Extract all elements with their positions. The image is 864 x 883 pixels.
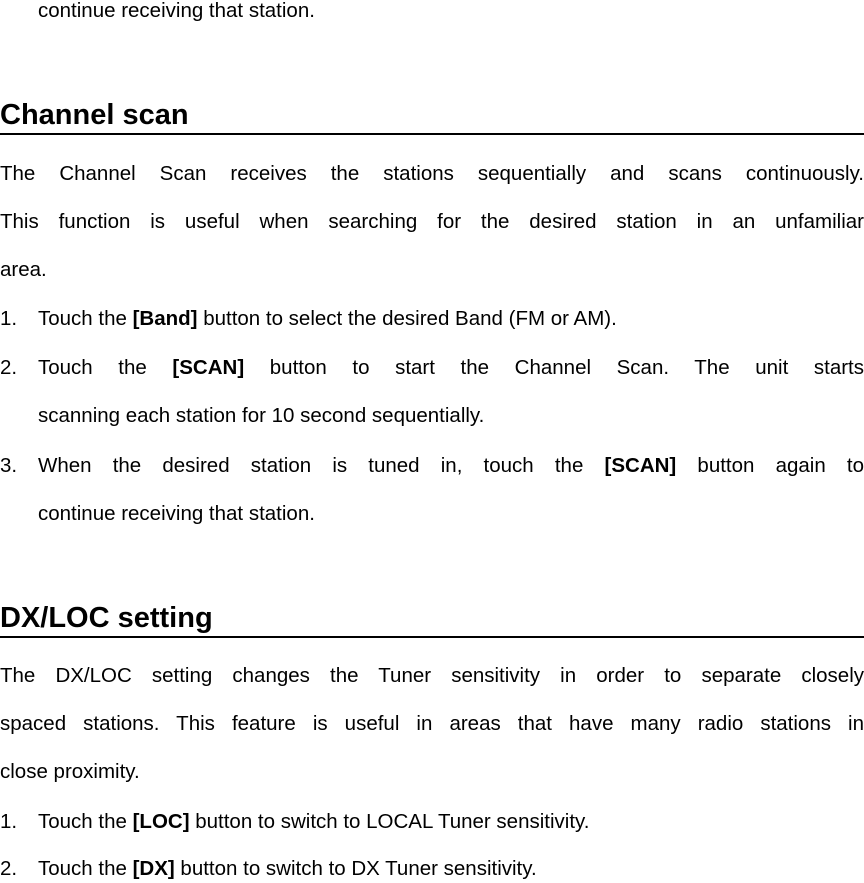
step-number: 2. — [0, 356, 18, 379]
button-reference: [LOC] — [132, 810, 190, 833]
step-text-continued: continue receiving that station. — [38, 502, 315, 525]
paragraph-line: spaced stations. This feature is useful in areas that have many radio stations in — [0, 712, 864, 735]
step-text: Touch the [SCAN] button to start the Channel Scan. The unit starts — [38, 356, 864, 379]
step-text-continued: scanning each station for 10 second sequentially. — [38, 404, 485, 427]
step-number: 2. — [0, 857, 18, 880]
button-reference: [Band] — [132, 307, 198, 330]
button-reference: [SCAN] — [172, 356, 245, 379]
paragraph-line: area. — [0, 258, 47, 281]
paragraph-line: close proximity. — [0, 760, 140, 783]
button-reference: [DX] — [132, 857, 175, 880]
paragraph-line: This function is useful when searching for the desired station in an unfamiliar — [0, 210, 864, 233]
paragraph-line: The Channel Scan receives the stations sequentially and scans continuously. — [0, 162, 864, 185]
continuation-text: continue receiving that station. — [38, 0, 315, 22]
step-number: 1. — [0, 810, 18, 833]
paragraph-line: The DX/LOC setting changes the Tuner sensitivity in order to separate closely — [0, 664, 864, 687]
section-heading-dx-loc: DX/LOC setting — [0, 600, 864, 638]
step-text: Touch the [LOC] button to switch to LOCAL Tuner sensitivity. — [38, 810, 590, 833]
step-number: 1. — [0, 307, 18, 330]
section-heading-channel-scan: Channel scan — [0, 97, 864, 135]
step-number: 3. — [0, 454, 18, 477]
step-text: Touch the [Band] button to select the desired Band (FM or AM). — [38, 307, 617, 330]
step-text: Touch the [DX] button to switch to DX Tuner sensitivity. — [38, 857, 537, 880]
button-reference: [SCAN] — [604, 454, 677, 477]
step-text: When the desired station is tuned in, touch the [SCAN] button again to — [38, 454, 864, 477]
